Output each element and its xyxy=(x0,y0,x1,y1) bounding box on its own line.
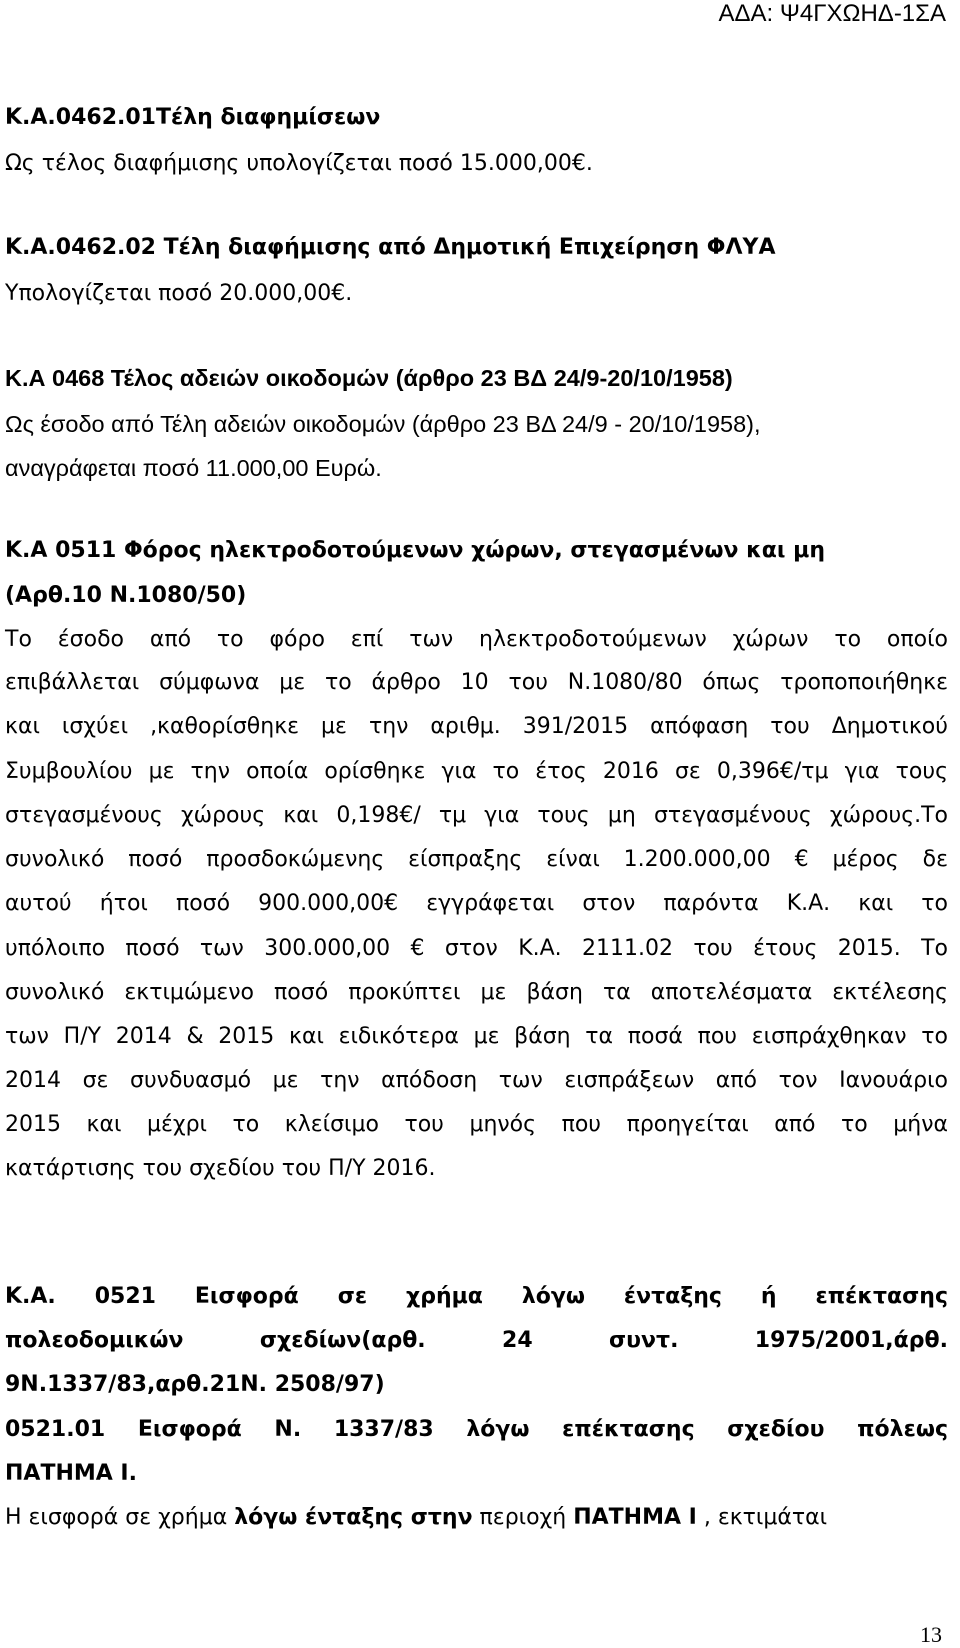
text-run-bold: ΠΑΤΗΜΑ Ι xyxy=(573,1505,697,1530)
text-run: περιοχή xyxy=(472,1505,574,1530)
section-heading-0468: Κ.Α 0468 Τέλος αδειών οικοδομών (άρθρο 23 ΒΔ 24/9-20/10/1958) xyxy=(5,365,733,391)
paragraph-line: και ισχύει ,καθορίσθηκε με την αριθμ. 391/2015 απόφαση του Δημοτικού xyxy=(5,714,948,739)
section-heading-0511: Κ.Α 0511 Φόρος ηλεκτροδοτούμενων χώρων, στεγασμένων και μη xyxy=(5,538,825,563)
ada-header: ΑΔΑ: Ψ4ΓΧΩΗΔ-1ΣΑ xyxy=(718,0,946,27)
paragraph-line: Το έσοδο από το φόρο επί των ηλεκτροδοτούμενων χώρων το οποίο xyxy=(5,627,948,652)
page-number: 13 xyxy=(920,1622,942,1647)
section-heading-0521: Κ.Α. 0521 Εισφορά σε χρήμα λόγω ένταξης ή επέκτασης xyxy=(5,1284,948,1309)
paragraph-line: 2014 σε συνδυασμό με την απόδοση των εισπράξεων από τον Ιανουάριο xyxy=(5,1068,948,1093)
section-heading-0462-02: Κ.Α.0462.02 Τέλη διαφήμισης από Δημοτική Επιχείρηση ΦΛΥΑ xyxy=(5,235,776,260)
text-run: , εκτιμάται xyxy=(696,1505,828,1530)
section-heading-0521-01-cont: ΠΑΤΗΜΑ Ι. xyxy=(5,1461,137,1486)
paragraph-line: των Π/Υ 2014 & 2015 και ειδικότερα με βάση τα ποσά που εισπράχθηκαν το xyxy=(5,1024,948,1049)
paragraph-line: κατάρτισης του σχεδίου του Π/Υ 2016. xyxy=(5,1156,436,1181)
paragraph-line: Συμβουλίου με την οποία ορίσθηκε για το έτος 2016 σε 0,396€/τμ για τους xyxy=(5,759,948,784)
paragraph-line: 2015 και μέχρι το κλείσιμο του μηνός που προηγείται από το μήνα xyxy=(5,1112,948,1137)
paragraph-line: Ως τέλος διαφήμισης υπολογίζεται ποσό 15.000,00€. xyxy=(5,151,593,176)
paragraph-line: συνολικό ποσό προσδοκώμενης είσπραξης είναι 1.200.000,00 € μέρος δε xyxy=(5,847,948,872)
paragraph-line: στεγασμένους χώρους και 0,198€/ τμ για τους μη στεγασμένους χώρους.Το xyxy=(5,803,948,828)
section-heading-0521-cont: πολεοδομικών σχεδίων(αρθ. 24 συντ. 1975/2001,άρθ. xyxy=(5,1328,948,1353)
section-heading-0521-01: 0521.01 Εισφορά Ν. 1337/83 λόγω επέκτασης σχεδίου πόλεως xyxy=(5,1417,948,1442)
paragraph-line-mixed xyxy=(5,1504,827,1532)
paragraph-line: Ως έσοδο από Τέλη αδειών οικοδομών (άρθρο 23 ΒΔ 24/9 - 20/10/1958), xyxy=(5,411,761,437)
section-heading-0462-01: Κ.Α.0462.01Τέλη διαφημίσεων xyxy=(5,105,381,130)
text-run-bold: λόγω ένταξης στην xyxy=(234,1505,473,1530)
section-heading-0511-cont: (Αρθ.10 Ν.1080/50) xyxy=(5,583,247,608)
paragraph-line: επιβάλλεται σύμφωνα με το άρθρο 10 του Ν.1080/80 όπως τροποποιήθηκε xyxy=(5,670,948,695)
paragraph-line: αναγράφεται ποσό 11.000,00 Ευρώ. xyxy=(5,455,382,481)
paragraph-line: Υπολογίζεται ποσό 20.000,00€. xyxy=(5,281,353,306)
section-heading-0521-cont: 9Ν.1337/83,αρθ.21Ν. 2508/97) xyxy=(5,1372,385,1397)
paragraph-line: αυτού ήτοι ποσό 900.000,00€ εγγράφεται στον παρόντα Κ.Α. και το xyxy=(5,891,948,916)
paragraph-line: συνολικό εκτιμώμενο ποσό προκύπτει με βάση τα αποτελέσματα εκτέλεσης xyxy=(5,980,948,1005)
text-run: Η εισφορά σε χρήμα xyxy=(5,1505,235,1530)
paragraph-line: υπόλοιπο ποσό των 300.000,00 € στον Κ.Α. 2111.02 του έτους 2015. Το xyxy=(5,936,948,961)
